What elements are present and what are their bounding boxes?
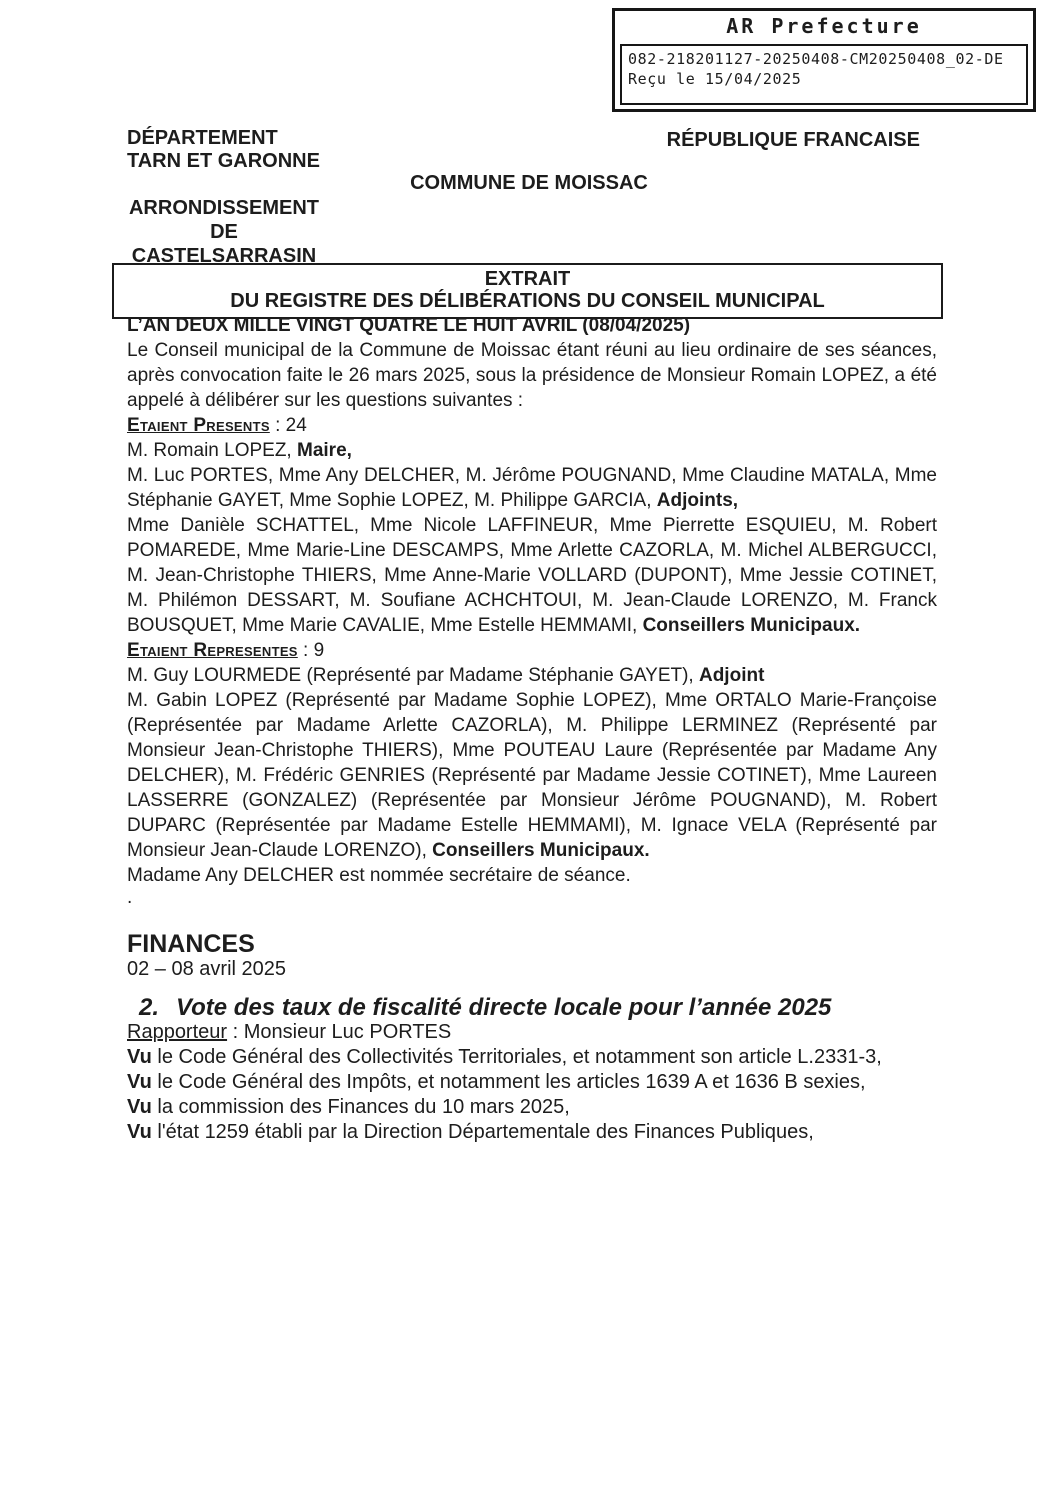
present-label: Etaient Presents xyxy=(127,415,270,436)
prefecture-stamp xyxy=(612,8,1036,112)
represented-separator: : xyxy=(297,640,314,661)
stamp-received-date: Reçu le 15/04/2025 xyxy=(628,70,802,88)
commune-label: COMMUNE DE MOISSAC xyxy=(410,172,648,194)
vu-text: le Code Général des Collectivités Territoriales, et notamment son article L.2331-3, xyxy=(151,1046,882,1068)
arrondissement-line1: ARRONDISSEMENT xyxy=(128,197,319,219)
vu-prefix: Vu xyxy=(127,1071,152,1093)
vu-clause xyxy=(127,1095,937,1120)
councillors-names: Mme Danièle SCHATTEL, Mme Nicole LAFFINEUR, Mme Pierrette ESQUIEU, M. Robert POMAREDE, Mme Marie-Line DESCAMPS, Mme Arlette CAZORLA, M. Michel ALBERGUCCI, M. Jean-Christophe THIERS, Mme Anne-Marie VOLLARD (DUPONT), Mme Jessie COTINET, M. Philémon DESSART, M. Soufiane ACHCHTOUI, M. Jean-Claude LORENZO, M. Franck BOUSQUET, Mme Marie CAVALIE, Mme Estelle HEMMAMI, xyxy=(127,515,937,636)
stamp-reference-number: 082-218201127-20250408-CM20250408_02-DE xyxy=(628,50,1004,68)
represented-names: M. Gabin LOPEZ (Représenté par Madame Sophie LOPEZ), Mme ORTALO Marie-Françoise (Représentée par Madame Arlette CAZORLA), M. Philippe LERMINEZ (Représenté par Monsieur Jean-Christophe THIERS), Mme POUTEAU Laure (Représentée par Madame Any DELCHER), M. Frédéric GENRIES (Représenté par Madame Jessie COTINET), Mme Laureen LASSERRE (GONZALEZ) (Représentée par Monsieur Jérôme POUGNAND), M. Robert DUPARC (Représentée par Madame Estelle HEMMAMI), M. Ignace VELA (Représenté par Monsieur Jean-Claude LORENZO), xyxy=(127,690,937,861)
councillors-title: Conseillers Municipaux. xyxy=(642,615,861,636)
stamp-title: AR Prefecture xyxy=(726,14,922,38)
represented-count: 9 xyxy=(313,640,325,661)
section-heading: FINANCES xyxy=(127,930,255,958)
represented-adjoint-line xyxy=(127,663,937,688)
secretary-line: Madame Any DELCHER est nommée secrétaire de séance. xyxy=(127,865,631,886)
vu-text: la commission des Finances du 10 mars 2025, xyxy=(151,1096,570,1118)
section-date-range: 02 – 08 avril 2025 xyxy=(127,958,287,980)
vu-prefix: Vu xyxy=(127,1121,152,1143)
document-title-box xyxy=(112,263,943,319)
department-block xyxy=(127,127,320,173)
document-title-line1: EXTRAIT xyxy=(484,268,571,290)
councillors-paragraph xyxy=(127,513,937,638)
rapporteur-separator: : xyxy=(227,1021,244,1043)
arrondissement-line3: CASTELSARRASIN xyxy=(131,245,317,267)
mayor-name: M. Romain LOPEZ, xyxy=(127,440,297,461)
arrondissement-block xyxy=(127,196,321,268)
vu-clause xyxy=(127,1045,937,1070)
arrondissement-line2: DE xyxy=(210,221,238,243)
adjoints-paragraph xyxy=(127,463,937,513)
department-name: TARN ET GARONNE xyxy=(127,150,320,172)
rapporteur-label: Rapporteur xyxy=(127,1021,228,1043)
stamp-reference-box xyxy=(620,44,1028,105)
agenda-item-heading xyxy=(127,995,937,1020)
present-count: 24 xyxy=(285,415,307,436)
mayor-title: Maire, xyxy=(297,440,352,461)
document-title-line2: DU REGISTRE DES DÉLIBÉRATIONS DU CONSEIL MUNICIPAL xyxy=(230,290,825,312)
vu-clause xyxy=(127,1070,937,1095)
present-count-line xyxy=(127,413,937,438)
represented-title: Conseillers Municipaux. xyxy=(432,840,650,861)
agenda-item-number: 2. xyxy=(139,994,160,1021)
represented-label: Etaient Representes xyxy=(127,640,298,661)
stray-dot: . xyxy=(127,887,133,908)
represented-count-line xyxy=(127,638,937,663)
republic-label: RÉPUBLIQUE FRANCAISE xyxy=(666,129,920,151)
vu-text: le Code Général des Impôts, et notamment les articles 1639 A et 1636 B sexies, xyxy=(151,1071,866,1093)
represented-adjoint-name: M. Guy LOURMEDE (Représenté par Madame Stéphanie GAYET), xyxy=(127,665,699,686)
adjoints-title: Adjoints, xyxy=(656,490,739,511)
agenda-item-title: Vote des taux de fiscalité directe locale pour l’année 2025 xyxy=(176,994,832,1021)
present-separator: : xyxy=(269,415,286,436)
adjoints-names: M. Luc PORTES, Mme Any DELCHER, M. Jérôme POUGNAND, Mme Claudine MATALA, Mme Stéphanie GAYET, Mme Sophie LOPEZ, M. Philippe GARCIA, xyxy=(127,465,937,511)
vu-text: l'état 1259 établi par la Direction Départementale des Finances Publiques, xyxy=(151,1121,814,1143)
rapporteur-line xyxy=(127,1020,937,1045)
vu-prefix: Vu xyxy=(127,1046,152,1068)
vu-prefix: Vu xyxy=(127,1096,152,1118)
session-intro-paragraph: Le Conseil municipal de la Commune de Moissac étant réuni au lieu ordinaire de ses séances, après convocation faite le 26 mars 2025, sous la présidence de Monsieur Romain LOPEZ, a été appelé à délibérer sur les questions suivantes : xyxy=(127,340,937,411)
rapporteur-name: Monsieur Luc PORTES xyxy=(243,1021,452,1043)
represented-adjoint-title: Adjoint xyxy=(698,665,765,686)
department-label: DÉPARTEMENT xyxy=(127,127,278,149)
session-date-heading: L’AN DEUX MILLE VINGT QUATRE LE HUIT AVRIL (08/04/2025) xyxy=(127,315,691,336)
mayor-line xyxy=(127,438,937,463)
vu-clause xyxy=(127,1120,937,1145)
document-body xyxy=(127,313,937,1145)
represented-paragraph xyxy=(127,688,937,863)
